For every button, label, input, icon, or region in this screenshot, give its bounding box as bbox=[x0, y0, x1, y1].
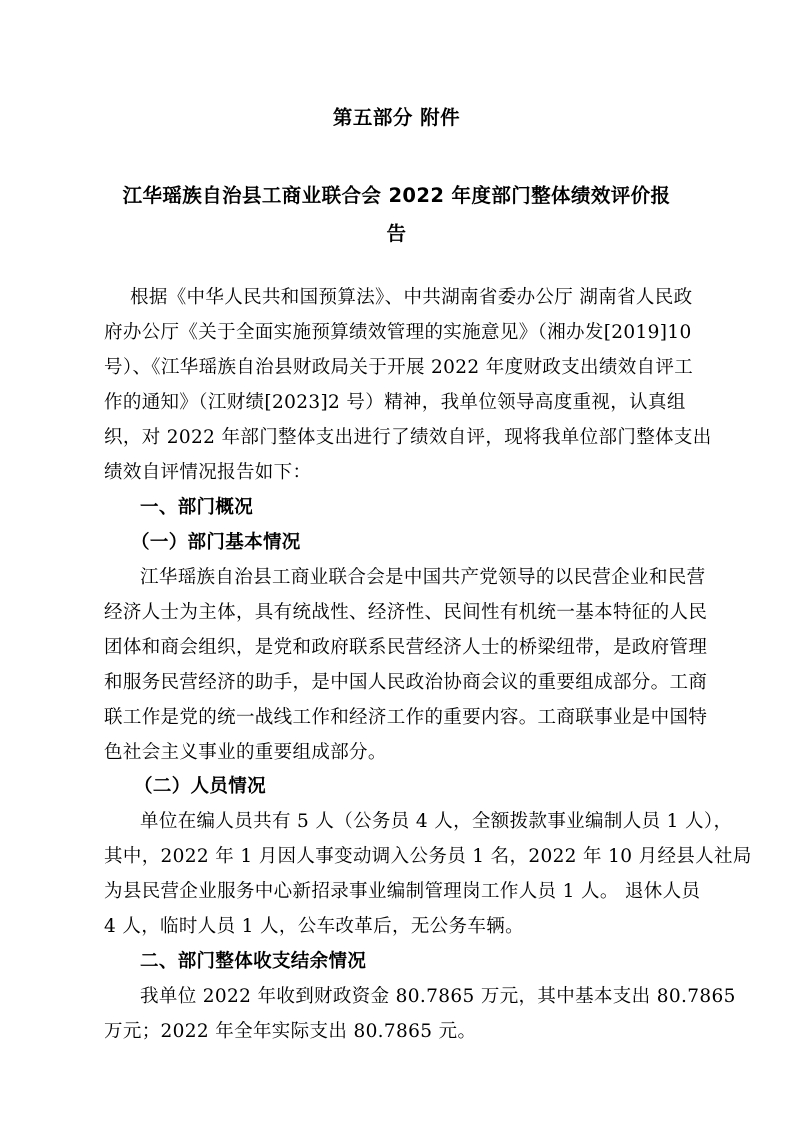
report-title-line-1: 江华瑶族自治县工商业联合会 2022 年度部门整体绩效评价报 bbox=[122, 184, 671, 207]
basic-info-paragraph-line: 经济人士为主体，具有统战性、经济性、民间性有机统一基本特征的人民 bbox=[104, 602, 708, 623]
staff-info-paragraph-line: 单位在编人员共有 5 人（公务员 4 人，全额拨款事业编制人员 1 人）， bbox=[140, 811, 733, 832]
staff-info-paragraph-line: 为县民营企业服务中心新招录事业编制管理岗工作人员 1 人。 退休人员 bbox=[104, 881, 701, 902]
report-title-line-2: 告 bbox=[386, 222, 407, 245]
intro-paragraph-line: 作的通知》（江财绩[2023]2 号）精神，我单位领导高度重视，认真组 bbox=[104, 392, 686, 413]
section-2-heading: 二、部门整体收支结余情况 bbox=[140, 951, 367, 972]
section-1-heading: 一、部门概况 bbox=[140, 497, 254, 518]
intro-paragraph-line: 府办公厅《关于全面实施预算绩效管理的实施意见》（湘办发[2019]10 bbox=[104, 322, 692, 343]
part-title: 第五部分 附件 bbox=[332, 106, 461, 129]
budget-paragraph-line: 万元；2022 年全年实际支出 80.7865 元。 bbox=[104, 1021, 477, 1042]
section-1-sub-1-heading: （一）部门基本情况 bbox=[131, 532, 301, 553]
basic-info-paragraph-line: 色社会主义事业的重要组成部分。 bbox=[104, 742, 387, 763]
intro-paragraph-line: 号）、《江华瑶族自治县财政局关于开展 2022 年度财政支出绩效自评工 bbox=[104, 357, 694, 378]
intro-paragraph-line: 绩效自评情况报告如下： bbox=[104, 462, 312, 483]
basic-info-paragraph-line: 和服务民营经济的助手，是中国人民政治协商会议的重要组成部分。工商 bbox=[104, 672, 708, 693]
staff-info-paragraph-line: 4 人，临时人员 1 人，公车改革后，无公务车辆。 bbox=[104, 916, 524, 937]
intro-paragraph-line: 根据《中华人民共和国预算法》、中共湖南省委办公厅 湖南省人民政 bbox=[130, 287, 693, 308]
basic-info-paragraph-line: 联工作是党的统一战线工作和经济工作的重要内容。工商联事业是中国特 bbox=[104, 707, 708, 728]
intro-paragraph-line: 织，对 2022 年部门整体支出进行了绩效自评，现将我单位部门整体支出 bbox=[104, 427, 712, 448]
budget-paragraph-line: 我单位 2022 年收到财政资金 80.7865 万元，其中基本支出 80.7865 bbox=[140, 986, 736, 1007]
basic-info-paragraph-line: 团体和商会组织，是党和政府联系民营经济人士的桥梁纽带，是政府管理 bbox=[104, 637, 708, 658]
staff-info-paragraph-line: 其中，2022 年 1 月因人事变动调入公务员 1 名，2022 年 10 月经县人社局 bbox=[104, 846, 752, 867]
basic-info-paragraph-line: 江华瑶族自治县工商业联合会是中国共产党领导的以民营企业和民营 bbox=[140, 567, 706, 588]
section-1-sub-2-heading: （二）人员情况 bbox=[134, 776, 266, 797]
